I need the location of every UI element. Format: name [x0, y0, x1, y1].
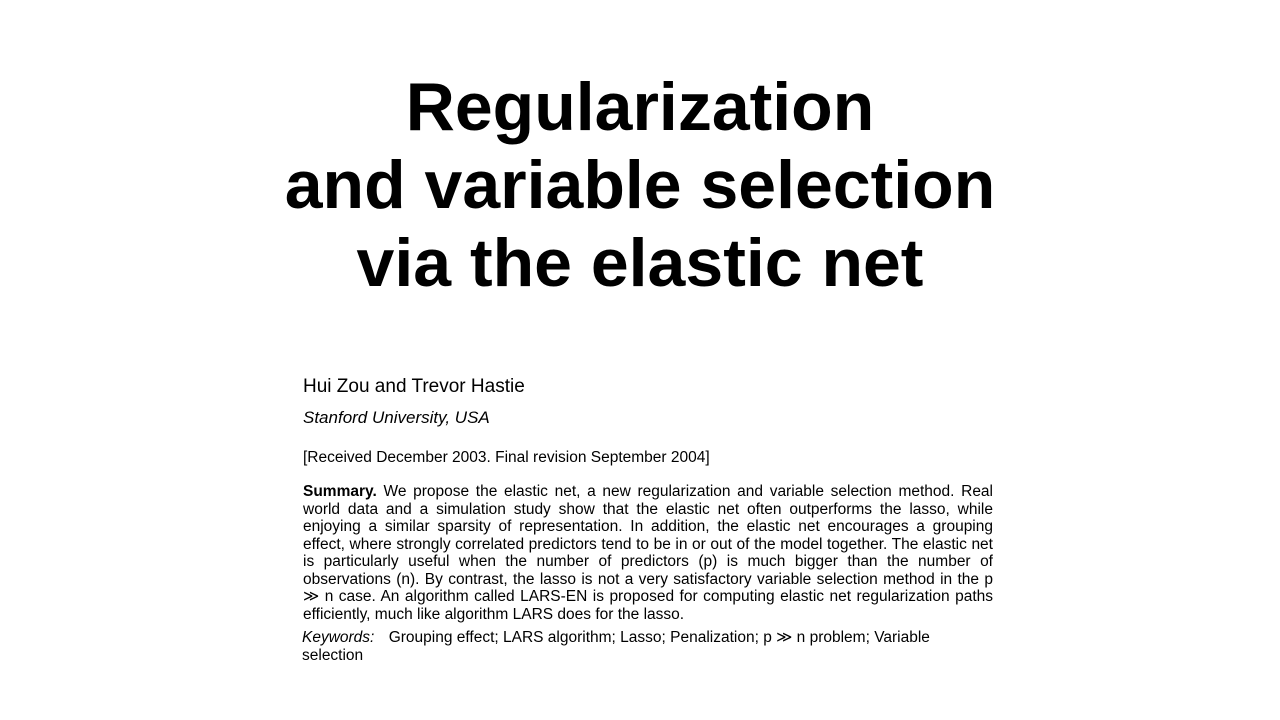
paper-summary	[303, 483, 993, 623]
title-line-1: Regularization	[405, 69, 875, 145]
title-line-2: and variable selection	[284, 147, 996, 223]
slide-title	[0, 68, 1280, 302]
title-line-3: via the elastic net	[356, 225, 924, 301]
summary-text: We propose the elastic net, a new regularization and variable selection method. Real world data and a simulation study show that the elastic net often outperforms the lasso, while enjoying a similar sparsity of representation. In addition, the elastic net encourages a grouping effect, where strongly correlated predictors tend to be in or out of the model together. The elastic net is particularly useful when the number of predictors (p) is much bigger than the number of observations (n). By contrast, the lasso is not a very satisfactory variable selection method in the p ≫ n case. An algorithm called LARS-EN is proposed for computing elastic net regularization paths efficiently, much like algorithm LARS does for the lasso.	[303, 483, 993, 623]
paper-affiliation: Stanford University, USA	[303, 408, 490, 427]
paper-keywords	[302, 629, 993, 664]
paper-authors: Hui Zou and Trevor Hastie	[303, 376, 525, 397]
keywords-text: Grouping effect; LARS algorithm; Lasso; Penalization; p ≫ n problem; Variable selection	[302, 629, 930, 664]
keywords-label: Keywords:	[302, 629, 375, 646]
summary-label: Summary.	[303, 483, 377, 500]
paper-received-dates: [Received December 2003. Final revision September 2004]	[303, 449, 710, 466]
paper-excerpt	[303, 374, 993, 664]
